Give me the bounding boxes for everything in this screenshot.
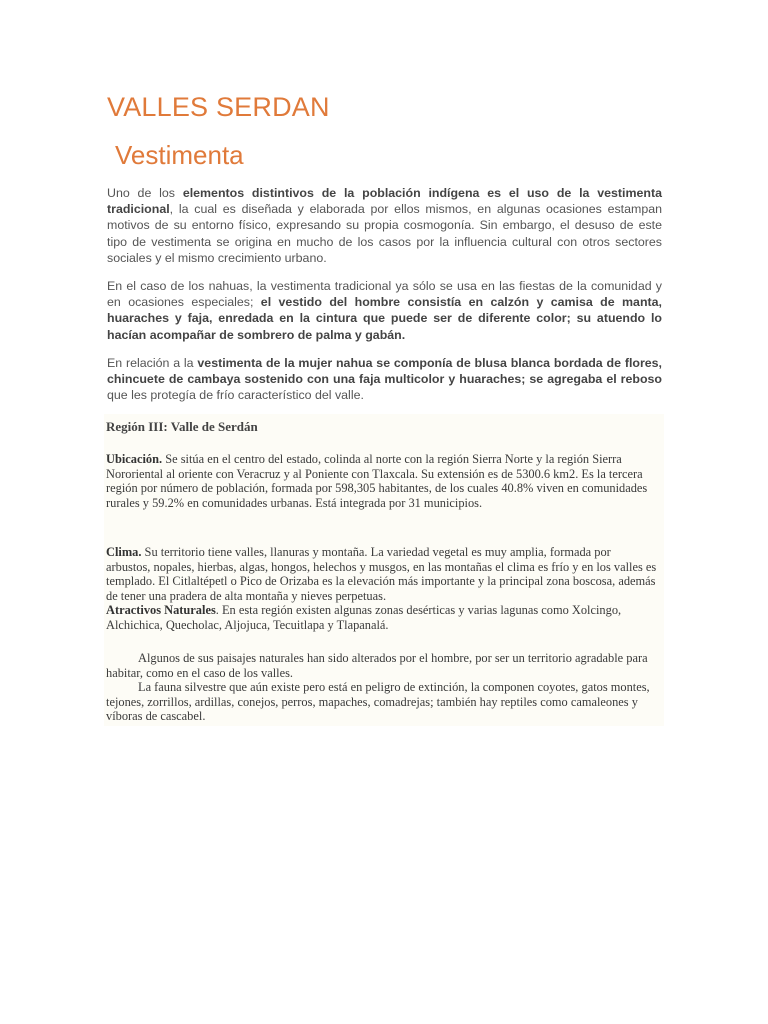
region-clima — [106, 545, 658, 603]
paragraph-bold-text: el vestido del hombre consistía en calzón y camisa de manta, huaraches y faja, enredada en la cintura que puede ser de diferente color; su atuendo lo hacían acompañar de sombrero de palma y gabán. — [107, 295, 662, 342]
clima-text: Su territorio tiene valles, llanuras y montaña. La variedad vegetal es muy amplia, formada por arbustos, nopales, hierbas, algas, hongos, helechos y musgos, en las montañas el clima es frío y en los valles es templado. El Citlaltépetl o Pico de Orizaba es la elevación más importante y la principal zona boscosa, además de tener una pradera de alta montaña y nieves perpetuas. — [106, 545, 657, 603]
paragraph-vestimenta-intro — [107, 185, 662, 266]
paragraph-vestimenta-mujer — [107, 355, 662, 404]
atractivos-label: Atractivos Naturales — [106, 603, 216, 617]
paragraph-text: En el caso de los nahuas, la vestimenta tradicional ya sólo se usa en las fiestas de la comunidad y en ocasiones especiales; — [107, 279, 662, 310]
paragraph-bold-text: elementos distintivos de la población indígena es el uso de la vestimenta tradicional — [107, 186, 662, 217]
paragraph-bold-text: vestimenta de la mujer nahua se componía de blusa blanca bordada de flores, chincuete de cambaya sostenido con una faja multicolor y huaraches; se agregaba el reboso — [107, 356, 663, 387]
region-info-box — [104, 414, 664, 726]
paragraph-text: Uno de los — [107, 186, 183, 200]
fauna-text: La fauna silvestre que aún existe pero está en peligro de extinción, la componen coyotes, gatos montes, tejones, zorrillos, ardillas, conejos, perros, mapaches, comadrejas; también hay reptiles como camaleones y víboras de cascabel. — [106, 680, 650, 724]
section-title: Vestimenta — [115, 140, 244, 170]
ubicacion-text: Se sitúa en el centro del estado, colinda al norte con la región Sierra Norte y la región Sierra Nororiental al oriente con Veracruz y al Poniente con Tlaxcala. Su extensión es de 5300.6 km2. Es la tercera región por número de población, formada por 598,305 habitantes, de los cuales 40.8% viven en comunidades rurales y 59.2% en comunidades urbanas. Está integrada por 31 municipios. — [106, 452, 648, 510]
page-title: VALLES SERDAN — [107, 92, 330, 122]
region-atractivos — [106, 603, 658, 632]
paisajes-text: Algunos de sus paisajes naturales han sido alterados por el hombre, por ser un territorio agradable para habitar, como en el caso de los valles. — [106, 651, 648, 680]
paragraph-text: , la cual es diseñada y elaborada por ellos mismos, en algunas ocasiones estampan motivos de su entorno físico, expresando su propia cosmogonía. Sin embargo, el desuso de este tipo de vestimenta se origina en mucho de los casos por la influencia cultural con otros sectores sociales y el mismo crecimiento urbano. — [107, 202, 662, 265]
region-paisajes — [106, 651, 658, 680]
ubicacion-label: Ubicación. — [106, 452, 163, 466]
paragraph-text: En relación a la — [107, 356, 198, 370]
paragraph-text: que les protegía de frío característico del valle. — [107, 388, 364, 403]
region-heading: Región III: Valle de Serdán — [106, 419, 258, 434]
paragraph-vestimenta-hombre — [107, 278, 662, 343]
atractivos-text: . En esta región existen algunas zonas desérticas y varias lagunas como Xolcingo, Alchichica, Quecholac, Aljojuca, Tecuitlapa y Tlapanalá. — [106, 603, 622, 632]
region-fauna — [106, 680, 658, 724]
region-ubicacion — [106, 452, 658, 510]
clima-label: Clima. — [106, 545, 142, 559]
